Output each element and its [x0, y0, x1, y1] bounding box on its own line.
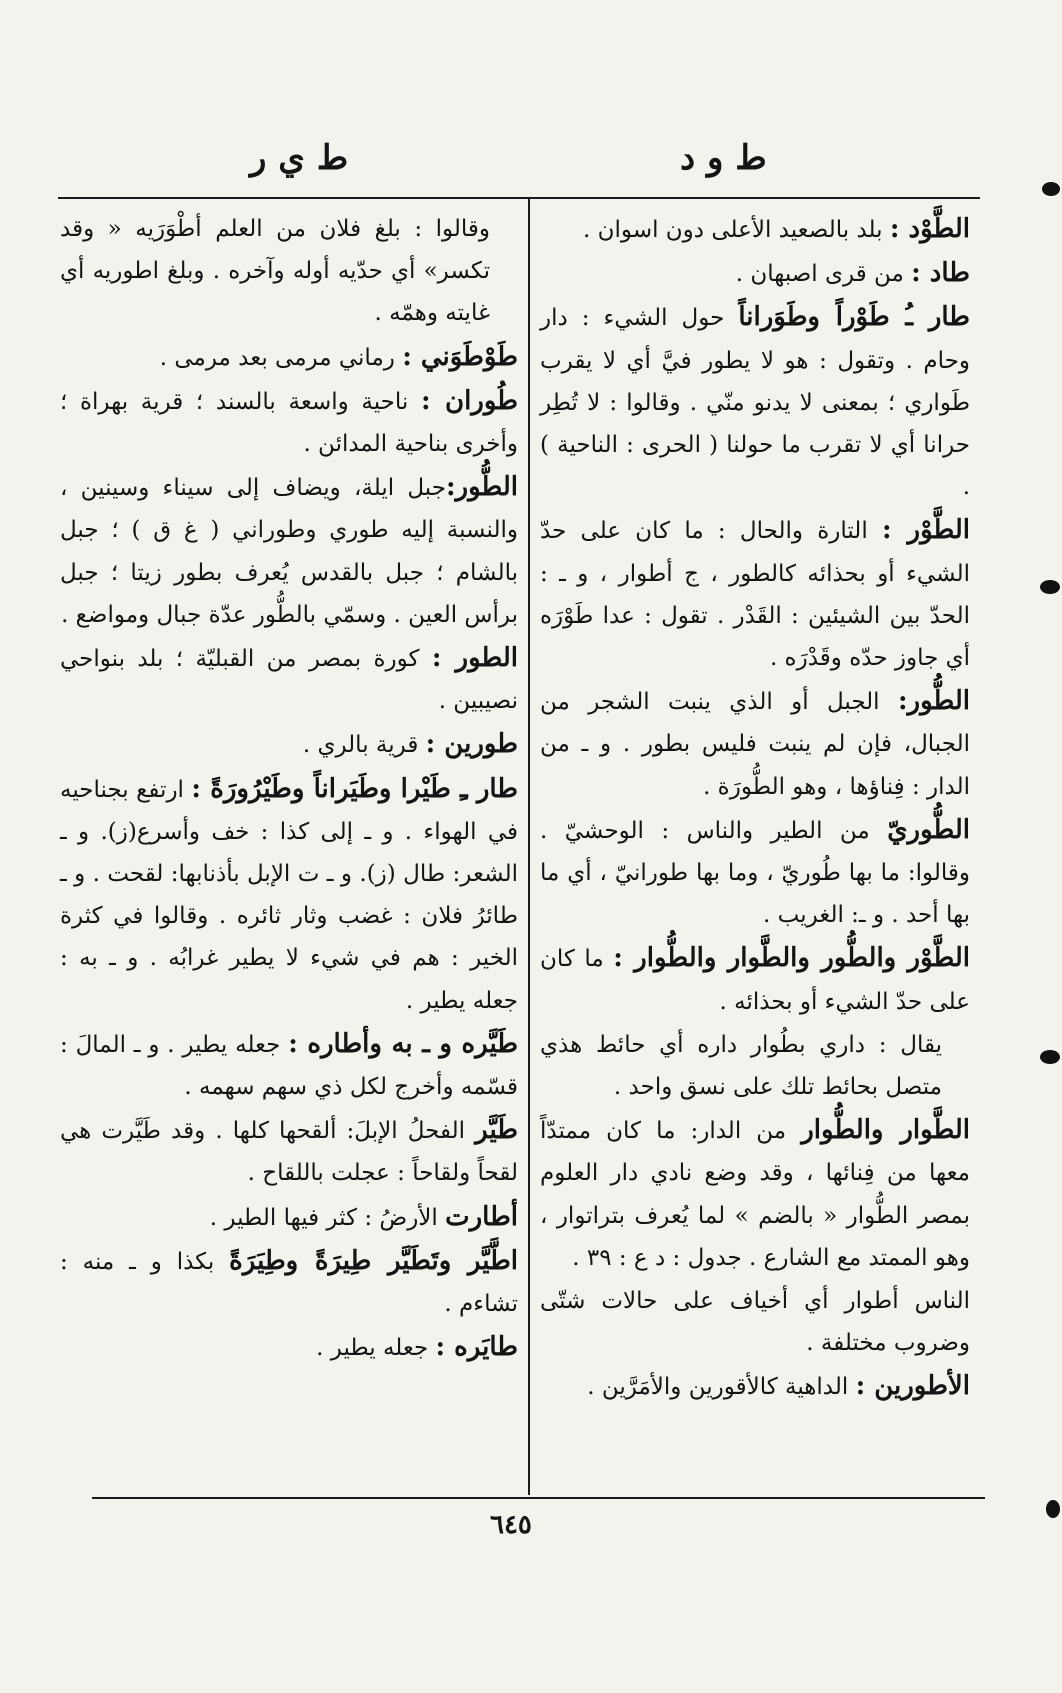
- margin-mark: [1040, 580, 1060, 594]
- top-rule: [58, 197, 980, 199]
- definition-text: جبل ايلة، ويضاف إلى سيناء وسينين ، والنسبة إليه طوري وطوراني ( غ ق ) ؛ جبل بالشام ؛ جبل بالقدس يُعرف بطور زيتا ؛ جبل برأس العين . وسمّي بالطُّور عدّة جبال ومواضع .: [60, 475, 518, 628]
- headword: أطارت: [445, 1201, 518, 1232]
- headword: طاد :: [911, 258, 970, 289]
- dictionary-entry: [60, 1326, 518, 1369]
- definition-text: قرية بالري .: [302, 732, 426, 759]
- headword: طَيَّر: [475, 1115, 518, 1146]
- dictionary-entry: [60, 466, 518, 636]
- margin-mark: [1046, 1500, 1060, 1518]
- dictionary-entry: [60, 1240, 518, 1325]
- definition-text: الداهية كالأقورين والأمَرَّين .: [587, 1374, 856, 1401]
- definition-text: حول الشيء : دار وحام . وتقول : هو لا يطور فيَّ أي لا يقرب طَواري ؛ بمعنى لا يدنو منّي . وقالوا : لا تُطِر حرانا أي لا تقرب ما حولنا ( الحرى : الناحية ) .: [540, 305, 970, 501]
- definition-text: من الطير والناس : الوحشيّ . وقالوا: ما بها طُوريّ ، وما بها طورانيّ ، أي ما بها أحد . و ـ: الغريب .: [540, 817, 970, 929]
- definition-text: الأرضُ : كثر فيها الطير .: [209, 1204, 446, 1231]
- dictionary-entry: [540, 1109, 970, 1279]
- dictionary-entry: [60, 1109, 518, 1194]
- headword: الطُّور:: [897, 686, 970, 717]
- dictionary-entry: [540, 937, 970, 1022]
- margin-mark: [1042, 182, 1060, 196]
- dictionary-entry: [60, 768, 518, 1022]
- headword: الطور :: [431, 643, 518, 674]
- definition-text: بلد بالصعيد الأعلى دون اسوان .: [583, 217, 890, 243]
- headword: اطَّيَّر وتَطَيَّر طِيرَةً وطِيَرَةً: [229, 1245, 518, 1276]
- dictionary-entry: [540, 509, 970, 679]
- definition-text: رماني مرمى بعد مرمى .: [159, 344, 403, 371]
- dictionary-entry: [60, 336, 518, 379]
- definition-text: ما كان على حدّ الشيء أو بحذائه .: [540, 946, 970, 1015]
- definition-text: جعله يطير .: [316, 1335, 436, 1362]
- headword: الطَّوْر والطُّور والطَّوار والطُّوار :: [613, 943, 970, 974]
- definition-text: من قرى اصبهان .: [735, 261, 912, 288]
- definition-text: كورة بمصر من القبليّة ؛ بلد بنواحي نصيبين .: [60, 646, 518, 715]
- dictionary-entry: [540, 252, 970, 295]
- definition-text: ارتفع بجناحيه في الهواء . و ـ إلى كذا : خف وأسرع(ز). و ـ الشعر: طال (ز). و ـ ت الإبل بأذنابها: لقحت . و ـ طائرُ فلان : غضب وثار ثائره . وقالوا في كثرة الخير : هم في شيء لا يطير غرابُه . و ـ به : جعله يطير .: [60, 776, 518, 1014]
- right-column: [540, 208, 970, 1410]
- definition-text: بكذا و ـ منه : تشاءم .: [60, 1248, 518, 1318]
- definition-text: الجبل أو الذي ينبت الشجر من الجبال، فإن لم ينبت فليس بطور . و ـ من الدار : فِناؤها ، وهو الطُّورَة .: [540, 689, 970, 800]
- dictionary-entry: [60, 208, 518, 335]
- dictionary-entry: [540, 1280, 970, 1364]
- definition-text: التارة والحال : ما كان على حدّ الشيء أو بحذائه كالطور ، ج أطوار ، و ـ : الحدّ بين الشيئين : القَدْر . تقول : عدا طَوْرَه أي جاوز حدّه وقَدْرَه .: [540, 518, 970, 672]
- headword: طورين :: [425, 729, 518, 760]
- right-root-header: ط و د: [680, 138, 767, 178]
- dictionary-entry: [60, 380, 518, 465]
- dictionary-entry: [540, 680, 970, 808]
- definition-text: من الدار: ما كان ممتدّاً معها من فِنائها ، وقد وضع نادي دار العلوم بمصر الطُّوار « بالضم » لما يُعرف بتراتوار ، وهو الممتد مع الشارع . جدول : د ع : ٣٩ .: [540, 1118, 970, 1271]
- headword: طايَره :: [435, 1332, 518, 1363]
- headword: الطَّوْد :: [889, 214, 970, 244]
- dictionary-entry: [540, 809, 970, 937]
- dictionary-entry: [60, 1023, 518, 1108]
- definition-text: وقالوا : بلغ فلان من العلم أطْوَرَيه « وقد تكسر» أي حدّيه أوله وآخره . وبلغ اطوريه أي غايته وهمّه .: [60, 216, 490, 327]
- headword: طَوْطَوَني :: [402, 341, 518, 372]
- headword: الطَّوْر :: [881, 515, 970, 546]
- left-column: [60, 208, 518, 1370]
- headword: الطُّوريّ: [887, 814, 970, 845]
- dictionary-entry: [60, 1196, 518, 1239]
- headword: الطَّوار والطُّوار: [801, 1115, 970, 1146]
- dictionary-entry: [540, 1365, 970, 1408]
- definition-text: جعله يطير . و ـ المالَ : قسّمه وأخرج لكل ذي سهم سهمه .: [60, 1031, 518, 1101]
- dictionary-entry: [540, 208, 970, 251]
- dictionary-entry: [540, 1024, 970, 1108]
- definition-text: الناس أطوار أي أخياف على حالات شتّى وضروب مختلفة .: [540, 1288, 970, 1357]
- headword: طار ـُ طَوْراً وطَوَراناً: [738, 302, 971, 333]
- headword: طَيَّره و ـ به وأطاره :: [288, 1028, 518, 1059]
- left-root-header: ط ي ر: [250, 138, 349, 178]
- bottom-rule: [92, 1497, 985, 1499]
- definition-text: يقال : داري بطُوار داره أي حائط هذي متصل بحائط تلك على نسق واحد .: [540, 1031, 942, 1101]
- column-divider: [528, 199, 530, 1495]
- dictionary-entry: [60, 723, 518, 766]
- headword: الأطورين :: [855, 1371, 970, 1402]
- definition-text: ناحية واسعة بالسند ؛ قرية بهراة ؛ وأخرى بناحية المدائن .: [60, 388, 518, 458]
- dictionary-entry: [60, 637, 518, 722]
- page-number: ٦٤٥: [490, 1510, 532, 1540]
- definition-text: الفحلُ الإبلَ: ألقحها كلها . وقد طَيَّرت هي لقحاً ولقاحاً : عجلت باللقاح .: [60, 1118, 518, 1187]
- dictionary-entry: [540, 296, 970, 508]
- headword: طار ـِ طَيْرا وطَيَراناً وطَيْرُورَةً :: [191, 773, 518, 804]
- headword: طُوران :: [420, 385, 518, 416]
- margin-mark: [1040, 1050, 1060, 1064]
- headword: الطُّور:: [445, 472, 518, 503]
